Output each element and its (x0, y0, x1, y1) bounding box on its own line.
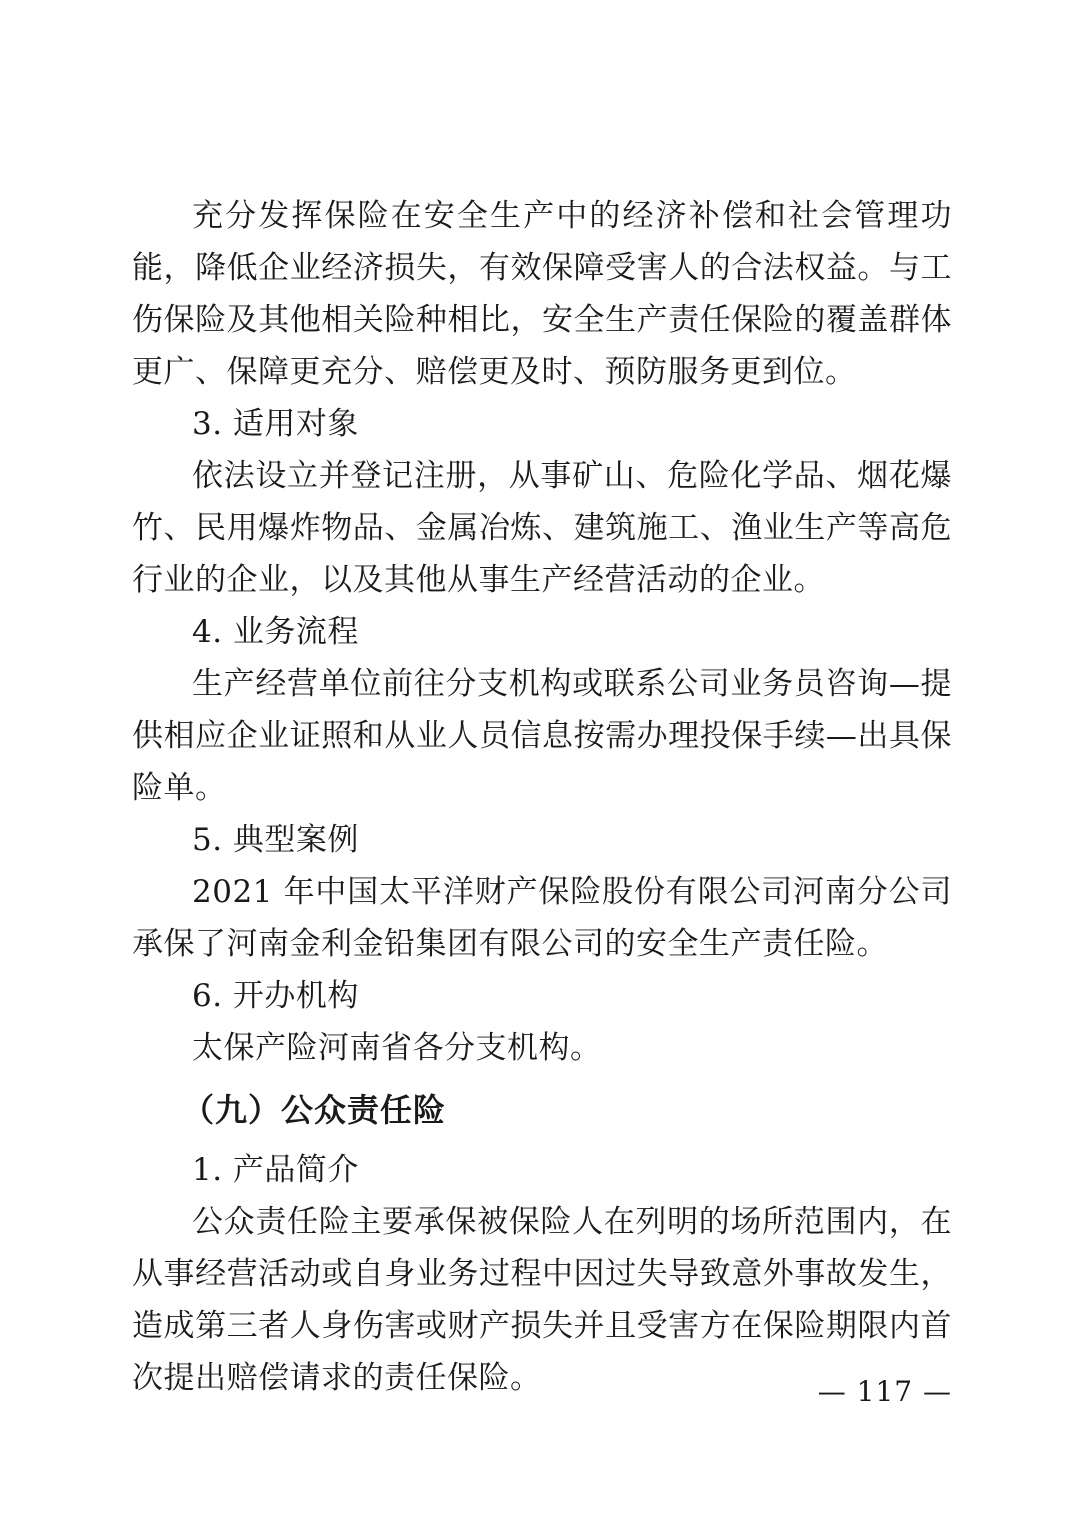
heading-business-process: 4. 业务流程 (192, 614, 359, 650)
paragraph-safety-insurance-benefits: 充分发挥保险在安全生产中的经济补偿和社会管理功能，降低企业经济损失，有效保障受害人的合法权益。与工伤保险及其他相关险种相比，安全生产责任保险的覆盖群体更广、保障更充分、赔偿更及时、预防服务更到位。 (132, 198, 952, 390)
page-content (132, 190, 952, 1404)
paragraph-operating-institutions: 太保产险河南省各分支机构。 (192, 1030, 602, 1066)
paragraph-business-process: 生产经营单位前往分支机构或联系公司业务员咨询—提供相应企业证照和从业人员信息按需办理投保手续—出具保险单。 (132, 666, 952, 806)
paragraph-applicable-objects: 依法设立并登记注册，从事矿山、危险化学品、烟花爆竹、民用爆炸物品、金属冶炼、建筑施工、渔业生产等高危行业的企业，以及其他从事生产经营活动的企业。 (132, 458, 952, 598)
section-title-public-liability: （九）公众责任险 (182, 1091, 447, 1129)
heading-product-intro: 1. 产品简介 (192, 1152, 359, 1188)
heading-applicable-objects: 3. 适用对象 (192, 406, 359, 442)
heading-typical-case: 5. 典型案例 (192, 822, 359, 858)
heading-operating-institutions: 6. 开办机构 (192, 978, 359, 1014)
paragraph-product-intro: 公众责任险主要承保被保险人在列明的场所范围内，在从事经营活动或自身业务过程中因过失导致意外事故发生，造成第三者人身伤害或财产损失并且受害方在保险期限内首次提出赔偿请求的责任保险。 (132, 1204, 952, 1396)
paragraph-typical-case: 2021 年中国太平洋财产保险股份有限公司河南分公司承保了河南金利金铅集团有限公司的安全生产责任险。 (132, 874, 952, 962)
page-number: — 117 — (817, 1375, 952, 1408)
